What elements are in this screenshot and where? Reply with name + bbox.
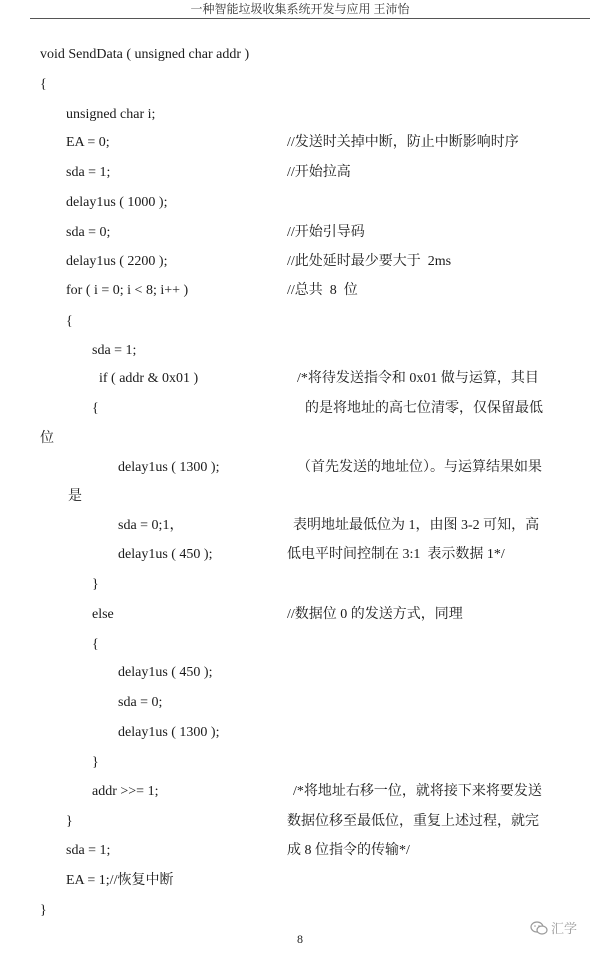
code-line: delay1us ( 2200 ); bbox=[66, 254, 168, 269]
code-line: { bbox=[40, 77, 47, 92]
code-line: 低电平时间控制在 3:1 表示数据 1*/ bbox=[287, 547, 505, 562]
code-line: 的是将地址的高七位清零，仅保留最低 bbox=[305, 401, 543, 416]
code-line: 位 bbox=[40, 431, 54, 446]
watermark bbox=[530, 918, 577, 937]
code-line: //此处延时最少要大于 2ms bbox=[287, 254, 452, 269]
code-line: else bbox=[92, 607, 114, 622]
code-line: for ( i = 0; i < 8; i++ ) bbox=[66, 283, 189, 298]
code-line: //发送时关掉中断，防止中断影响时序 bbox=[287, 135, 519, 150]
code-line: 成 8 位指令的传输*/ bbox=[287, 843, 410, 858]
page-number: 8 bbox=[297, 932, 303, 946]
code-line: EA = 0; bbox=[66, 135, 110, 150]
code-line: /*将地址右移一位，就将接下来将要发送 bbox=[293, 784, 542, 799]
code-line: EA = 1;//恢复中断 bbox=[66, 873, 174, 888]
code-line: } bbox=[40, 903, 47, 918]
watermark-text: 汇学 bbox=[551, 922, 578, 937]
code-line: { bbox=[92, 401, 99, 416]
code-line: delay1us ( 1300 ); bbox=[118, 460, 220, 475]
code-line: delay1us ( 1300 ); bbox=[118, 725, 220, 740]
wechat-icon bbox=[530, 921, 548, 935]
code-line: void SendData ( unsigned char addr ) bbox=[40, 47, 250, 62]
code-line: （首先发送的地址位）。与运算结果如果 bbox=[297, 460, 542, 475]
code-line: } bbox=[66, 814, 73, 829]
running-header: 一种智能垃圾收集系统开发与应用 王沛怡 bbox=[190, 2, 410, 16]
code-line: } bbox=[92, 577, 99, 592]
code-line: addr >>= 1; bbox=[92, 784, 159, 799]
code-line: sda = 1; bbox=[66, 165, 111, 180]
code-line: delay1us ( 1000 ); bbox=[66, 195, 168, 210]
code-line: 是 bbox=[68, 489, 82, 504]
code-line: sda = 1; bbox=[92, 343, 137, 358]
code-line: { bbox=[66, 314, 73, 329]
code-line: //总共 8 位 bbox=[287, 283, 358, 298]
code-line: sda = 0; bbox=[118, 695, 163, 710]
code-line: if ( addr & 0x01 ) bbox=[99, 371, 199, 386]
header-rule bbox=[30, 18, 590, 19]
code-line: } bbox=[92, 755, 99, 770]
code-line: /*将待发送指令和 0x01 做与运算，其目 bbox=[297, 371, 539, 386]
code-line: sda = 0;1， bbox=[118, 518, 184, 533]
code-line: { bbox=[92, 637, 99, 652]
code-line: 数据位移至最低位，重复上述过程，就完 bbox=[287, 814, 539, 829]
code-line: sda = 1; bbox=[66, 843, 111, 858]
code-line: unsigned char i; bbox=[66, 107, 156, 122]
code-line: //数据位 0 的发送方式，同理 bbox=[287, 607, 463, 622]
code-line: //开始引导码 bbox=[287, 225, 365, 240]
code-line: sda = 0; bbox=[66, 225, 111, 240]
code-line: delay1us ( 450 ); bbox=[118, 665, 213, 680]
code-line: //开始拉高 bbox=[287, 165, 351, 180]
code-line: 表明地址最低位为 1，由图 3-2 可知，高 bbox=[293, 518, 540, 533]
code-line: delay1us ( 450 ); bbox=[118, 547, 213, 562]
